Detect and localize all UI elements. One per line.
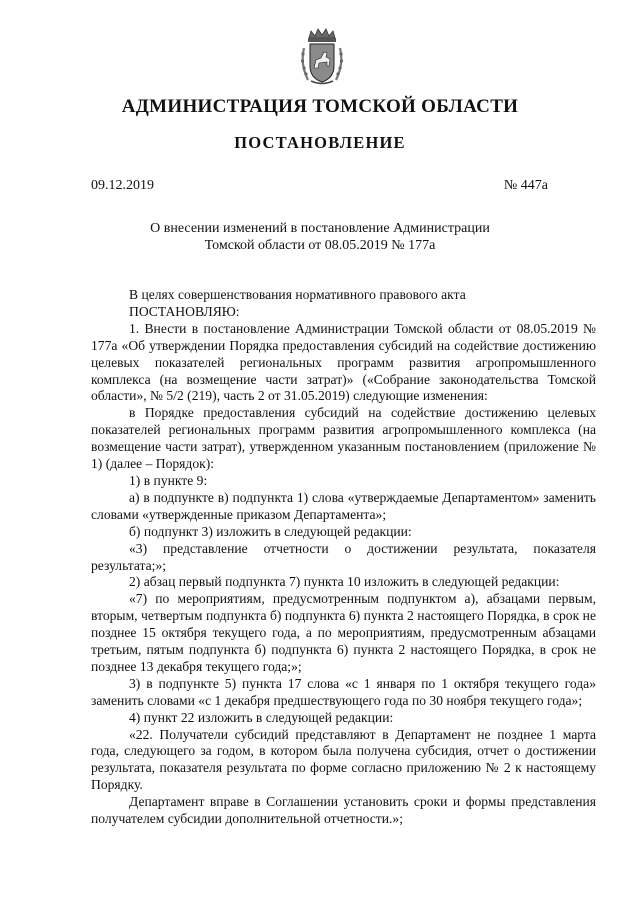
document-type: ПОСТАНОВЛЕНИЕ <box>234 133 406 152</box>
tomsk-coat-of-arms-icon <box>299 28 345 86</box>
document-body <box>91 287 596 828</box>
document-date: 09.12.2019 <box>91 178 154 193</box>
body-paragraph: Департамент вправе в Соглашении установить сроки и формы представления получателем субсидии дополнительной отчетности.»; <box>91 794 596 827</box>
body-paragraph: б) подпункт 3) изложить в следующей редакции: <box>129 523 412 539</box>
subject-line: О внесении изменений в постановление Администрации <box>150 221 490 236</box>
body-paragraph: «3) представление отчетности о достижении результата, показателя результата;»; <box>91 540 596 573</box>
body-paragraph: «7) по мероприятиям, предусмотренным подпунктом а), абзацами первым, вторым, четвертым подпункта б) подпункта 6) пункта 2 настоящего Порядка, в срок не позднее 15 октября текущего года, а по мероприятиям, предусмотренным абзацами третьим, пятым подпункта б) подпункта 6) пункта 2 настоящего Порядка, в срок не позднее 13 декабря текущего года;»; <box>91 591 596 674</box>
body-paragraph: 1. Внести в постановление Администрации Томской области от 08.05.2019 № 177а «Об утверждении Порядка предоставления субсидий на содействие достижению целевых показателей региональных программ развития агропромышленного комплекса (на возмещение части затрат)» («Собрание законодательства Томской области», № 5/2 (219), часть 2 от 31.05.2019) следующие изменения: <box>91 320 596 404</box>
body-paragraph: В целях совершенствования нормативного правового акта <box>129 287 466 302</box>
agency-name: АДМИНИСТРАЦИЯ ТОМСКОЙ ОБЛАСТИ <box>121 96 519 117</box>
body-paragraph: в Порядке предоставления субсидий на содействие достижению целевых показателей региональных программ развития агропромышленного комплекса (на возмещение части затрат), утвержденном указанным постановлением (приложение № 1) (далее – Порядок): <box>91 405 596 472</box>
subject-line: Томской области от 08.05.2019 № 177а <box>204 238 436 253</box>
body-paragraph: 3) в подпункте 5) пункта 17 слова «с 1 января по 1 октября текущего года» заменить словами «с 1 декабря предшествующего года по 30 ноября текущего года»; <box>91 675 596 708</box>
body-paragraph: 4) пункт 22 изложить в следующей редакции: <box>129 709 394 725</box>
body-paragraph: «22. Получатели субсидий представляют в Департамент не позднее 1 марта года, следующего за годом, в котором была получена субсидия, отчет о достижении результата, показателя результата по форме согласно приложению № 2 к настоящему Порядку. <box>91 726 596 793</box>
body-paragraph: 1) в пункте 9: <box>129 472 208 488</box>
body-paragraph: 2) абзац первый подпункта 7) пункта 10 изложить в следующей редакции: <box>129 574 560 590</box>
body-paragraph: а) в подпункте в) подпункта 1) слова «утверждаемые Департаментом» заменить словами «утвержденные приказом Департамента»; <box>91 489 596 522</box>
body-paragraph: ПОСТАНОВЛЯЮ: <box>129 303 240 319</box>
document-number: № 447а <box>503 178 548 193</box>
document-subject <box>150 220 490 254</box>
